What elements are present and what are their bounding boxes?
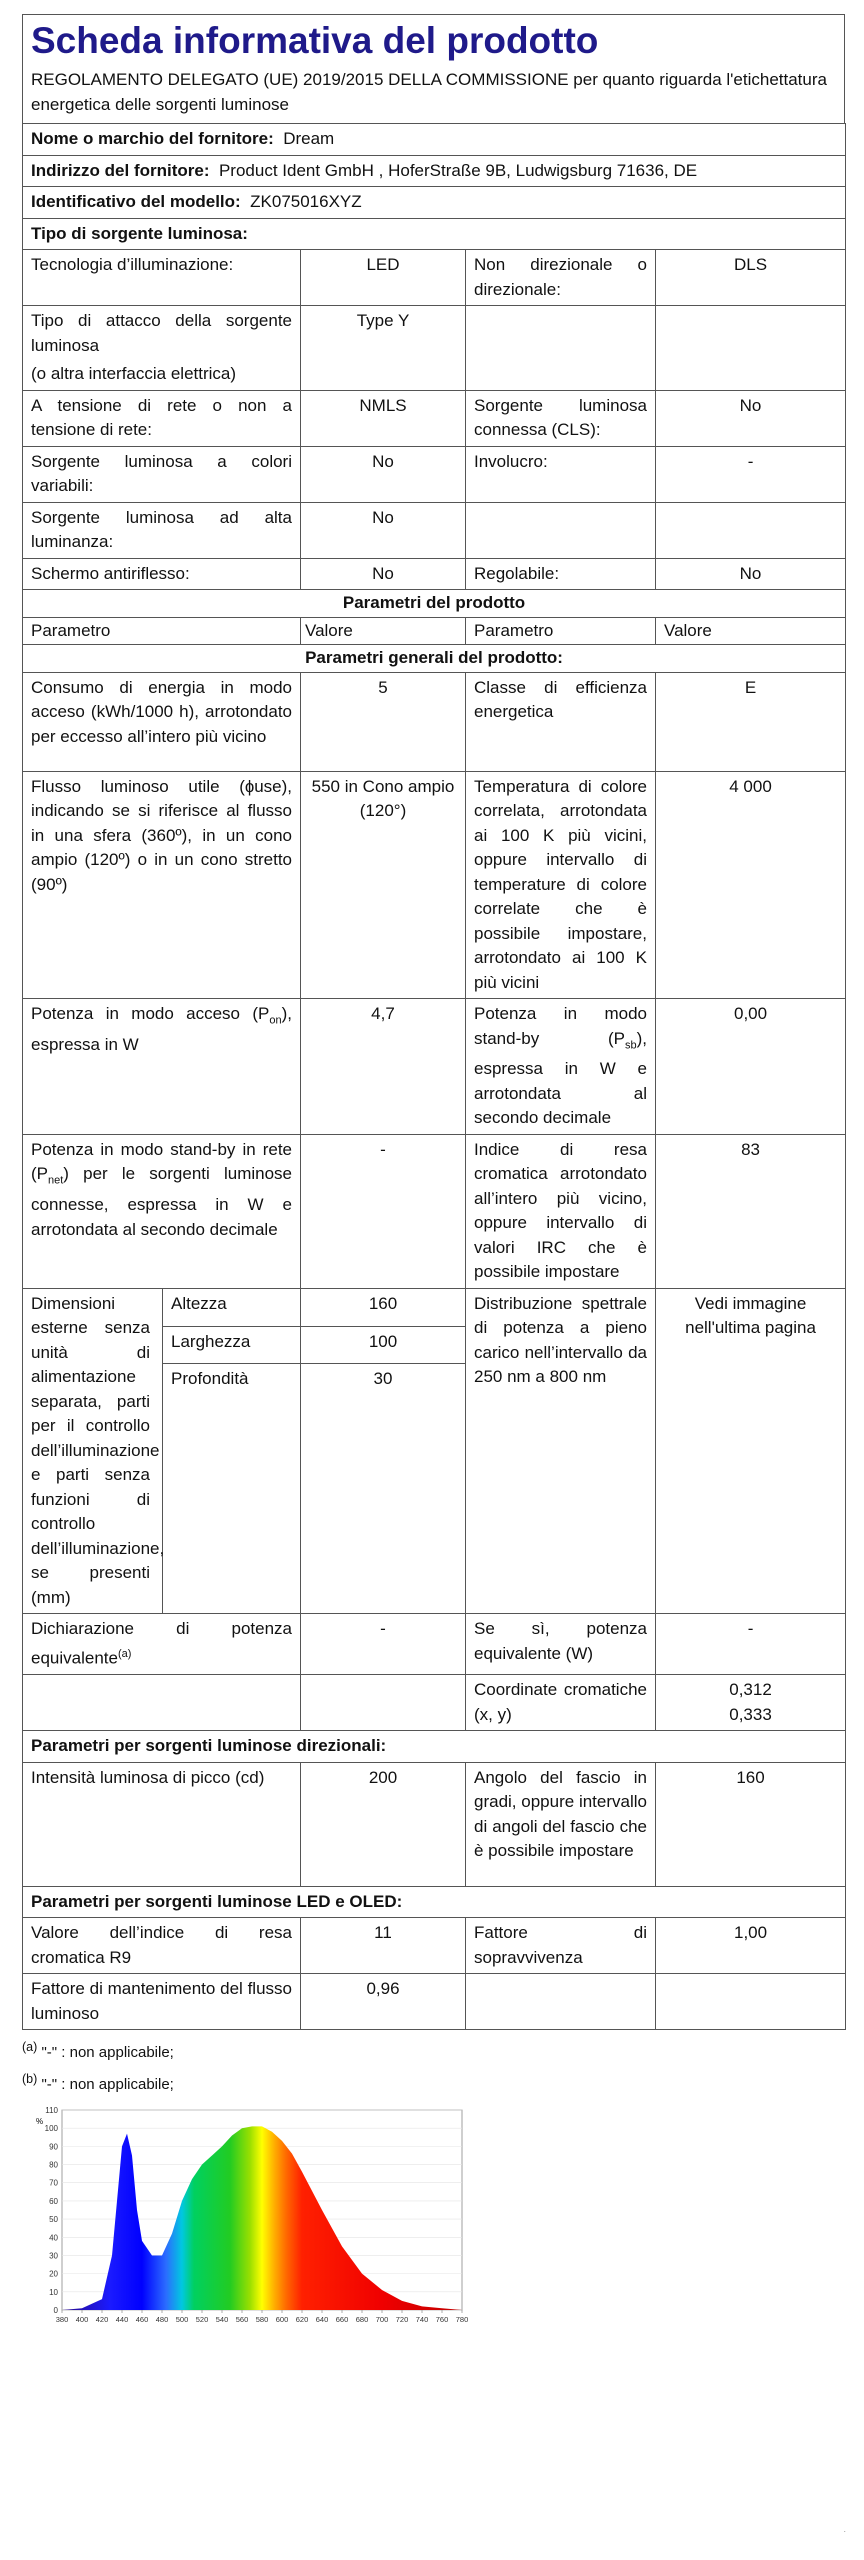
x-tick-label: 480 <box>155 2315 169 2324</box>
equivw-label: Se sì, potenza equivalente (W) <box>466 1614 656 1675</box>
nondir-label: Non direzionale o direzionale: <box>466 250 656 306</box>
directional-title-row <box>23 1731 846 1763</box>
col-param-1: Parametro <box>23 617 301 645</box>
footnote-a-text: "-" : non applicabile; <box>41 2044 174 2062</box>
survival-value: 1,00 <box>656 1918 846 1974</box>
x-tick-label: 780 <box>455 2315 469 2324</box>
psb-label-a: Potenza in modo stand-by (P <box>474 1004 647 1048</box>
psb-value: 0,00 <box>656 999 846 1135</box>
cri-label: Indice di resa cromatica arrotondato all’intero più vicino, oppure intervallo di valori IRC che è possibile impostare <box>466 1134 656 1288</box>
spd-value: Vedi immagine nell'ultima pagina <box>656 1288 846 1614</box>
class-label: Classe di efficienza energetica <box>466 672 656 771</box>
params-title: Parametri del prodotto <box>23 590 846 618</box>
cap-value: Type Y <box>301 306 466 391</box>
y-tick-label: 10 <box>49 2287 58 2297</box>
y-tick-label: 70 <box>49 2178 58 2188</box>
high-luminance-row <box>23 502 846 558</box>
dims-height-row <box>23 1288 846 1326</box>
class-value: E <box>656 672 846 771</box>
cap-label-2: (o altra interfaccia elettrica) <box>31 364 237 383</box>
flux-value: 550 in Cono ampio (120°) <box>301 771 466 999</box>
height-label: Altezza <box>163 1288 301 1326</box>
x-tick-label: 440 <box>115 2315 129 2324</box>
psb-sub: sb <box>624 1038 637 1051</box>
maint-row <box>23 1974 846 2030</box>
supplier-address-row <box>23 155 846 187</box>
depth-label: Profondità <box>163 1364 301 1614</box>
led-title: Parametri per sorgenti luminose LED e OLED: <box>23 1886 846 1918</box>
chroma-y: 0,333 <box>729 1704 772 1724</box>
equivalent-row <box>23 1614 846 1675</box>
footnote-b <box>22 2066 845 2098</box>
header <box>22 14 845 123</box>
r9-value: 11 <box>301 1918 466 1974</box>
power-row <box>23 999 846 1135</box>
supplier-name-value: Dream <box>283 129 335 148</box>
tech-value: LED <box>301 250 466 306</box>
footnote-b-mark: (b) <box>22 2072 38 2087</box>
maint-label: Fattore di mantenimento del flusso luminoso <box>23 1974 301 2030</box>
dim-value: No <box>656 558 846 590</box>
led-title-row <box>23 1886 846 1918</box>
tech-row <box>23 250 846 306</box>
col-value-2: Valore <box>656 617 846 645</box>
peak-value: 200 <box>301 1762 466 1886</box>
pon-value: 4,7 <box>301 999 466 1135</box>
x-tick-label: 660 <box>335 2315 349 2324</box>
spd-label: Distribuzione spettrale di potenza a pieno carico nell’intervallo da 250 nm a 800 nm <box>466 1288 656 1614</box>
x-tick-label: 620 <box>295 2315 309 2324</box>
x-tick-label: 720 <box>395 2315 409 2324</box>
corner-mark: . <box>843 2524 846 2534</box>
y-axis-label: % <box>36 2117 44 2126</box>
pon-label-b: ), espressa in W <box>31 1004 292 1054</box>
mains-row <box>23 390 846 446</box>
model-row <box>23 187 846 219</box>
consumption-label: Consumo di energia in modo acceso (kWh/1000 h), arrotondato per eccesso all’intero più vicino <box>23 672 301 771</box>
product-table <box>22 123 846 2030</box>
x-tick-label: 540 <box>215 2315 229 2324</box>
y-tick-label: 110 <box>45 2106 58 2115</box>
params-title-row <box>23 590 846 618</box>
supplier-name-row <box>23 124 846 156</box>
y-tick-label: 20 <box>49 2269 58 2279</box>
pnet-sub: net <box>48 1174 64 1187</box>
glare-label: Schermo antiriflesso: <box>23 558 301 590</box>
pon-sub: on <box>269 1014 282 1027</box>
y-tick-label: 40 <box>49 2233 58 2243</box>
x-tick-label: 460 <box>135 2315 149 2324</box>
pnet-value: - <box>301 1134 466 1288</box>
height-value: 160 <box>301 1288 466 1326</box>
consumption-value: 5 <box>301 672 466 771</box>
x-tick-label: 560 <box>235 2315 249 2324</box>
peak-label: Intensità luminosa di picco (cd) <box>23 1762 301 1886</box>
nondir-value: DLS <box>656 250 846 306</box>
footnote-b-text: "-" : non applicabile; <box>41 2076 174 2094</box>
colour-value: No <box>301 446 466 502</box>
dim-label: Regolabile: <box>466 558 656 590</box>
pnet-label-b: ) per le sorgenti luminose connesse, espressa in W e arrotondata al secondo decimale <box>31 1164 292 1239</box>
dims-label: Dimensioni esterne senza unità di alimentazione separata, parti per il controllo dell’illuminazione e parti senza funzioni di controllo dell’illuminazione, se presenti (mm) <box>23 1288 163 1614</box>
params-header-row <box>23 617 846 645</box>
chroma-x: 0,312 <box>729 1680 772 1700</box>
model-value: ZK075016XYZ <box>250 192 362 211</box>
beam-value: 160 <box>656 1762 846 1886</box>
equivw-value: - <box>656 1614 846 1675</box>
model-label: Identificativo del modello: <box>31 192 241 211</box>
beam-label: Angolo del fascio in gradi, oppure intervallo di angoli del fascio che è possibile impostare <box>466 1762 656 1886</box>
cls-label: Sorgente luminosa connessa (CLS): <box>466 390 656 446</box>
y-tick-label: 90 <box>49 2142 58 2152</box>
footnotes <box>22 2034 845 2098</box>
footnote-a <box>22 2034 845 2066</box>
y-tick-label: 100 <box>44 2124 58 2134</box>
y-tick-label: 0 <box>53 2306 58 2315</box>
y-tick-label: 60 <box>49 2196 58 2206</box>
tech-label: Tecnologia d’illuminazione: <box>23 250 301 306</box>
regulation-subtitle: REGOLAMENTO DELEGATO (UE) 2019/2015 DELLA COMMISSIONE per quanto riguarda l'etichettatura energetica delle sorgenti luminose <box>31 70 827 114</box>
flux-label: Flusso luminoso utile (ɸuse), indicando se si riferisce al flusso in una sfera (360º), in un cono ampio (120º) o in un cono stretto (90º) <box>23 771 301 999</box>
x-tick-label: 760 <box>435 2315 449 2324</box>
x-tick-label: 420 <box>95 2315 109 2324</box>
equiv-label: Dichiarazione di potenza equivalente <box>31 1619 292 1668</box>
hl-value: No <box>301 502 466 558</box>
envelope-label: Involucro: <box>466 446 656 502</box>
supplier-address-label: Indirizzo del fornitore: <box>31 160 210 180</box>
product-information-sheet <box>22 14 845 2098</box>
equiv-value: - <box>301 1614 466 1675</box>
r9-label: Valore dell’indice di resa cromatica R9 <box>23 1918 301 1974</box>
col-value-1: Valore <box>301 617 466 645</box>
x-tick-label: 400 <box>75 2315 89 2324</box>
x-tick-label: 500 <box>175 2315 189 2324</box>
x-tick-label: 700 <box>375 2315 389 2324</box>
cri-value: 83 <box>656 1134 846 1288</box>
light-source-type-title: Tipo di sorgente luminosa: <box>23 218 846 250</box>
general-title: Parametri generali del prodotto: <box>23 645 846 673</box>
cap-label: Tipo di attacco della sorgente luminosa <box>31 311 292 355</box>
depth-value: 30 <box>301 1364 466 1614</box>
glare-row <box>23 558 846 590</box>
x-tick-label: 580 <box>255 2315 269 2324</box>
r9-row <box>23 1918 846 1974</box>
footnote-a-mark: (a) <box>22 2040 38 2055</box>
page-title: Scheda informativa del prodotto <box>31 20 599 61</box>
spectrum-chart <box>22 2100 472 2330</box>
mains-label: A tensione di rete o non a tensione di rete: <box>23 390 301 446</box>
pnet-row <box>23 1134 846 1288</box>
general-title-row <box>23 645 846 673</box>
peak-row <box>23 1762 846 1886</box>
chroma-row <box>23 1675 846 1731</box>
light-source-type-row <box>23 218 846 250</box>
y-tick-label: 80 <box>49 2160 58 2170</box>
supplier-name-label: Nome o marchio del fornitore: <box>31 129 274 148</box>
spectrum-chart-svg <box>22 2100 472 2330</box>
chroma-label: Coordinate cromatiche (x, y) <box>466 1675 656 1731</box>
width-label: Larghezza <box>163 1326 301 1364</box>
col-param-2: Parametro <box>466 617 656 645</box>
pnet-label-a: Potenza in modo stand-by in rete (P <box>31 1139 292 1184</box>
x-tick-label: 640 <box>315 2315 329 2324</box>
colour-label: Sorgente luminosa a colori variabili: <box>23 446 301 502</box>
x-tick-label: 380 <box>55 2315 69 2324</box>
glare-value: No <box>301 558 466 590</box>
flux-row <box>23 771 846 999</box>
consumption-row <box>23 672 846 771</box>
width-value: 100 <box>301 1326 466 1364</box>
directional-title: Parametri per sorgenti luminose direzionali: <box>23 1731 846 1763</box>
x-tick-label: 600 <box>275 2315 289 2324</box>
y-tick-label: 30 <box>49 2251 58 2261</box>
spectrum-area <box>62 2126 462 2310</box>
cap-row <box>23 306 846 391</box>
mains-value: NMLS <box>301 390 466 446</box>
x-tick-label: 740 <box>415 2315 429 2324</box>
equiv-sup: (a) <box>117 1647 132 1660</box>
supplier-address-value: Product Ident GmbH , HoferStraße 9B, Ludwigsburg 71636, DE <box>218 160 698 180</box>
cct-label: Temperatura di colore correlata, arrotondata ai 100 K più vicini, oppure intervallo di temperature di colore correlate che è possibile impostare, arrotondato ai 100 K più vicini <box>466 771 656 999</box>
maint-value: 0,96 <box>301 1974 466 2030</box>
cct-value: 4 000 <box>656 771 846 999</box>
x-tick-label: 520 <box>195 2315 209 2324</box>
survival-label: Fattore di sopravvivenza <box>466 1918 656 1974</box>
colour-row <box>23 446 846 502</box>
pon-label-a: Potenza in modo acceso (P <box>31 1004 270 1023</box>
y-tick-label: 50 <box>49 2215 58 2225</box>
envelope-value: - <box>656 446 846 502</box>
psb-label-b: ), espressa in W e arrotondata al secondo decimale <box>474 1028 647 1128</box>
x-tick-label: 680 <box>355 2315 369 2324</box>
cls-value: No <box>656 390 846 446</box>
hl-label: Sorgente luminosa ad alta luminanza: <box>23 502 301 558</box>
